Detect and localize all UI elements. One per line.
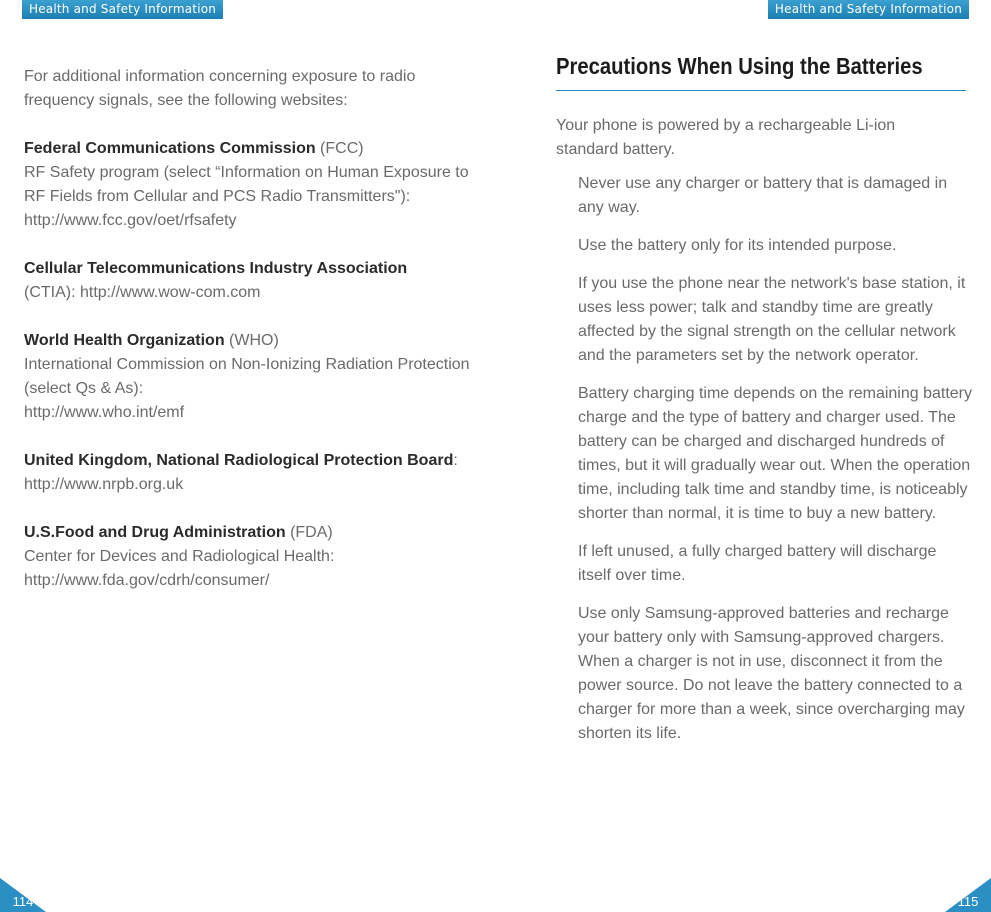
websites-intro: For additional information concerning exposure to radio frequency signals, see the following websites: <box>24 68 416 109</box>
header-tab-right: Health and Safety Information <box>768 0 969 19</box>
left-page-body <box>24 65 484 617</box>
nrpb-url: : http://www.nrpb.org.uk <box>24 452 458 493</box>
who-abbrev: (WHO) <box>224 332 279 349</box>
title-divider <box>556 90 966 91</box>
ctia-org-name: Cellular Telecommunications Industry Association <box>24 260 408 277</box>
page-number-right-text: 115 <box>957 894 979 909</box>
fda-entry <box>24 521 484 593</box>
fcc-abbrev: (FCC) <box>315 140 364 157</box>
list-item: Use only Samsung-approved batteries and recharge your battery only with Samsung-approved chargers. When a charger is not in use, disconnect it from the power source. Do not leave the battery connected to a charger for more than a week, since overcharging may shorten its life. <box>578 605 965 742</box>
battery-intro: Your phone is powered by a rechargeable Li-ion standard battery. <box>556 117 896 158</box>
page-number-left <box>0 878 46 912</box>
header-tab-left: Health and Safety Information <box>22 0 223 19</box>
nrpb-entry <box>24 449 484 497</box>
list-item: Battery charging time depends on the remaining battery charge and the type of battery and charger used. The battery can be charged and discharged hundreds of times, but it will gradually wear out. When the operation time, including talk time and standby time, is noticeably shorter than normal, it is time to buy a new battery. <box>578 385 973 522</box>
ctia-detail: (CTIA): http://www.wow-com.com <box>24 284 261 301</box>
right-page <box>495 0 991 912</box>
fcc-entry <box>24 137 484 233</box>
ctia-entry <box>24 257 484 305</box>
fcc-url: http://www.fcc.gov/oet/rfsafety <box>24 212 237 229</box>
fcc-org-name: Federal Communications Commission <box>24 140 316 157</box>
fcc-detail: RF Safety program (select “Information on Human Exposure to RF Fields from Cellular and PCS Radio Transmitters"): <box>24 164 469 205</box>
who-org-name: World Health Organization <box>24 332 225 349</box>
list-item: If you use the phone near the network's base station, it uses less power; talk and standby time are greatly affected by the signal strength on the cellular network and the parameters set by the network operator. <box>578 275 966 364</box>
who-detail: International Commission on Non-Ionizing Radiation Protection (select Qs & As): <box>24 356 470 397</box>
precautions-list <box>578 172 973 760</box>
page-number-left-text: 114 <box>12 894 34 909</box>
list-item: If left unused, a fully charged battery will discharge itself over time. <box>578 543 937 584</box>
list-item: Never use any charger or battery that is damaged in any way. <box>578 175 948 216</box>
list-item: Use the battery only for its intended purpose. <box>578 237 897 254</box>
page-title: Precautions When Using the Batteries <box>556 53 923 79</box>
fda-abbrev: (FDA) <box>285 524 333 541</box>
left-page <box>0 0 490 912</box>
page-number-right <box>945 878 991 912</box>
who-url: http://www.who.int/emf <box>24 404 185 421</box>
nrpb-org-name: United Kingdom, National Radiological Protection Board <box>24 452 454 469</box>
who-entry <box>24 329 484 425</box>
fda-detail: Center for Devices and Radiological Health: <box>24 548 335 565</box>
fda-org-name: U.S.Food and Drug Administration <box>24 524 286 541</box>
fda-url: http://www.fda.gov/cdrh/consumer/ <box>24 572 270 589</box>
